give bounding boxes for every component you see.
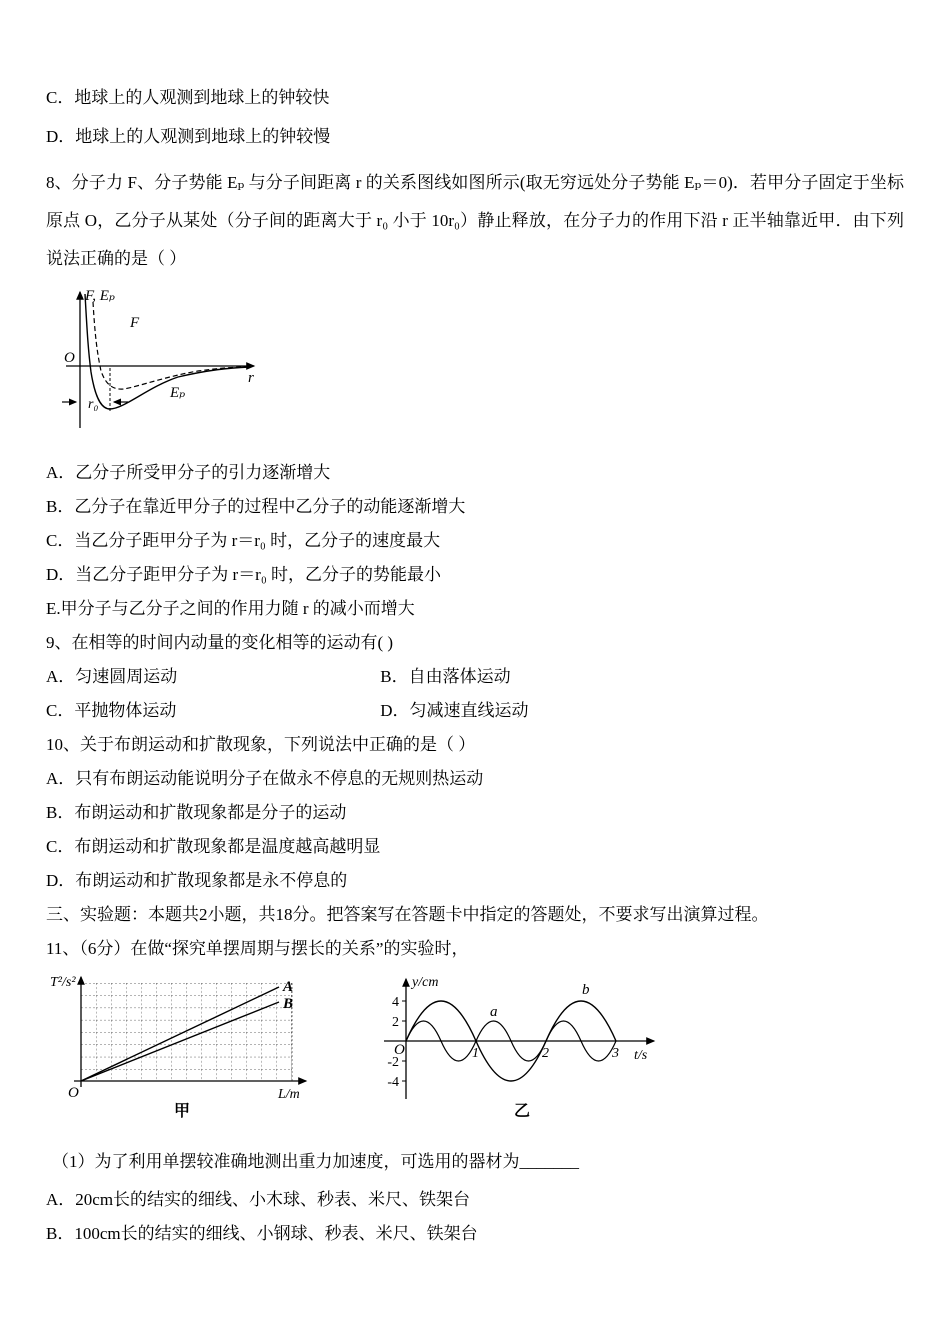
section-3-header: 三、实验题：本题共2小题，共18分。把答案写在答题卡中指定的答题处，不要求写出演算过程。 [46, 905, 769, 924]
curve-a-label: a [490, 1004, 498, 1020]
xtick-label-3: 3 [612, 1046, 619, 1061]
figure-yi [366, 971, 671, 1124]
origin-label: O [68, 1085, 79, 1101]
q10-option-b: B．布朗运动和扩散现象都是分子的运动 [46, 803, 347, 822]
xtick-label-1: 1 [472, 1046, 479, 1061]
ytick-label-neg4: -4 [387, 1075, 399, 1090]
question-9-stem: 9、在相等的时间内动量的变化相等的运动有( ) [46, 633, 394, 652]
q10-option-a: A．只有布朗运动能说明分子在做永不停息的无规则热运动 [46, 769, 484, 788]
q8-option-e: E.甲分子与乙分子之间的作用力随 r 的减小而增大 [46, 599, 415, 618]
molecular-force-graph [52, 284, 267, 442]
xtick-label-2: 2 [542, 1046, 549, 1061]
y-axis-label: y/cm [412, 975, 439, 990]
axis-label-f-ep: F, Eₚ [85, 288, 115, 304]
t-axis-label: t/s [634, 1048, 648, 1063]
line-b-label: B [283, 996, 294, 1012]
q11-figures [46, 971, 904, 1124]
question-8-stem: 8、分子力 F、分子势能 Eₚ 与分子间距离 r 的关系图线如图所示(取无穷远处分子势能 Eₚ＝0)．若甲分子固定于坐标原点 O，乙分子从某处（分子间的距离大于 r₀ 小于 10r₀）静止释放，在分子力的作用下沿 r 正半轴靠近甲．由下列说法正确的是（ ） [46, 173, 904, 268]
q9-option-d: D．匀减速直线运动 [380, 701, 529, 720]
r0-label: r₀ [88, 397, 99, 412]
q10-option-d: D．布朗运动和扩散现象都是永不停息的 [46, 871, 348, 890]
caption-jia: 甲 [174, 1103, 191, 1119]
ytick-label-neg2: -2 [387, 1055, 399, 1070]
x-axis-label: L/m [278, 1087, 300, 1102]
question-11-stem: 11、（6分）在做“探究单摆周期与摆长的关系”的实验时， [46, 939, 469, 958]
ep-curve-label: Eₚ [170, 385, 186, 401]
caption-yi: 乙 [514, 1103, 531, 1119]
origin-label: O [64, 350, 75, 366]
line-a-label: A [283, 979, 294, 995]
q8-option-d: D．当乙分子距甲分子为 r＝r₀ 时，乙分子的势能最小 [46, 565, 442, 584]
q8-option-b: B．乙分子在靠近甲分子的过程中乙分子的动能逐渐增大 [46, 497, 466, 516]
q11-sub1: （1）为了利用单摆较准确地测出重力加速度，可选用的器材为_______ [52, 1152, 579, 1171]
curve-b-label: b [582, 982, 590, 998]
prev-option-d: D．地球上的人观测到地球上的钟较慢 [46, 127, 331, 146]
figure-molecular-force [52, 284, 904, 447]
prev-option-c: C．地球上的人观测到地球上的钟较快 [46, 88, 330, 107]
period-length-graph [46, 971, 326, 1119]
origin-label: O [394, 1042, 405, 1058]
q9-options-row-2 [46, 699, 904, 723]
q9-option-a: A．匀速圆周运动 [46, 667, 178, 686]
ytick-label-2: 2 [392, 1015, 399, 1030]
q9-options-row-1 [46, 665, 904, 689]
q10-option-c: C．布朗运动和扩散现象都是温度越高越明显 [46, 837, 381, 856]
f-curve-label: F [130, 315, 140, 331]
ytick-label-4: 4 [392, 995, 399, 1010]
q9-option-c: C．平抛物体运动 [46, 701, 177, 720]
curve-ep [85, 294, 249, 409]
question-10-stem: 10、关于布朗运动和扩散现象，下列说法中正确的是（ ） [46, 735, 476, 754]
q11-option-a: A．20cm长的结实的细线、小木球、秒表、米尺、铁架台 [46, 1190, 471, 1209]
q8-option-c: C．当乙分子距甲分子为 r＝r₀ 时，乙分子的速度最大 [46, 531, 441, 550]
q9-option-b: B．自由落体运动 [380, 667, 511, 686]
figure-jia [46, 971, 326, 1124]
q8-option-a: A．乙分子所受甲分子的引力逐渐增大 [46, 463, 331, 482]
oscillation-graph [366, 971, 671, 1119]
y-axis-label: T²/s² [50, 975, 76, 990]
curve-f [93, 302, 249, 389]
q11-option-b: B．100cm长的结实的细线、小钢球、秒表、米尺、铁架台 [46, 1224, 478, 1243]
x-axis-label-r: r [248, 370, 254, 386]
